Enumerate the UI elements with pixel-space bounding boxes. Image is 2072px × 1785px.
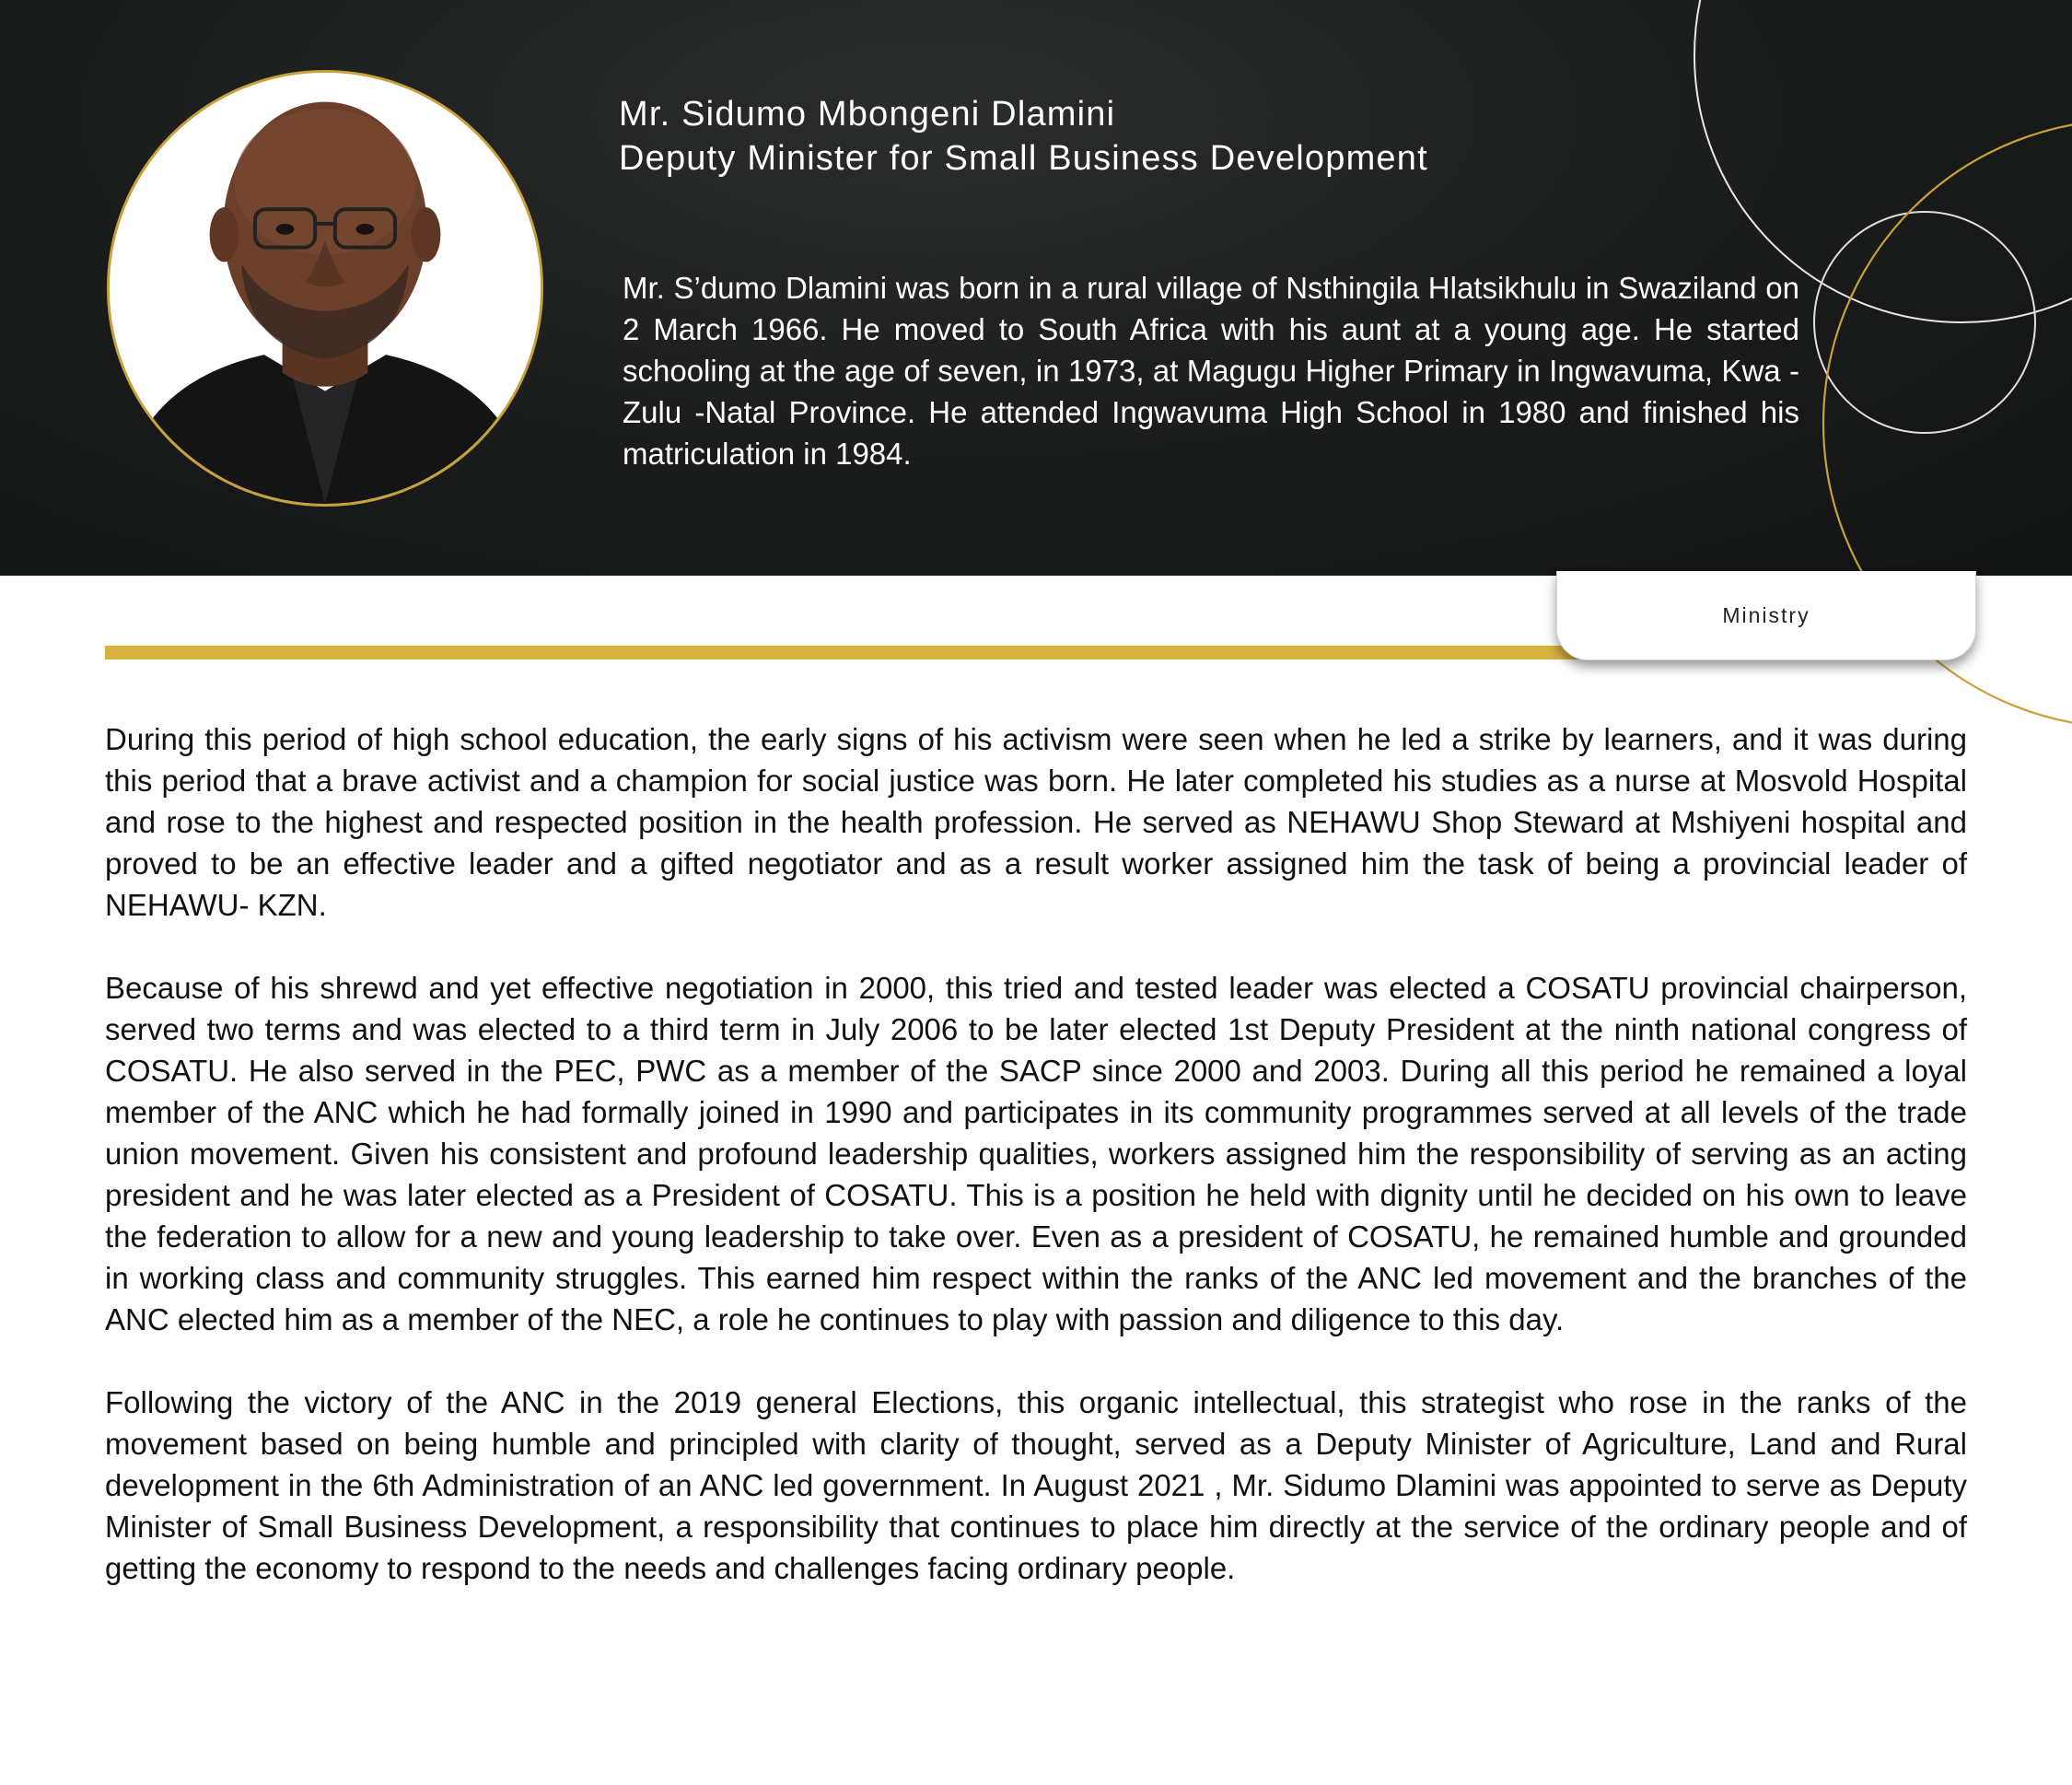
gold-divider xyxy=(105,646,1597,659)
person-title: Deputy Minister for Small Business Development xyxy=(619,139,1428,178)
ministry-tab-label: Ministry xyxy=(1722,602,1810,627)
biography-body xyxy=(105,718,1967,1630)
paragraph: Following the victory of the ANC in the 2019 general Elections, this organic intellectual, this strategist who rose in the ranks of the movement based on being humble and principled with clarity of thought, served as a Deputy Minister of Agriculture, Land and Rural development in the 6th Administration of an ANC led government. In August 2021 , Mr. Sidumo Dlamini was appointed to serve as Deputy Minister of Small Business Development, a responsibility that continues to place him directly at the service of the ordinary people and of getting the economy to respond to the needs and challenges facing ordinary people. xyxy=(105,1385,1967,1585)
paragraph: Because of his shrewd and yet effective negotiation in 2000, this tried and tested leader was elected a COSATU provincial chairperson, served two terms and was elected to a third term in July 2006 to be later elected 1st Deputy President at the ninth national congress of COSATU. He also served in the PEC, PWC as a member of the SACP since 2000 and 2003. During all this period he remained a loyal member of the ANC which he had formally joined in 1990 and participates in its community programmes served at all levels of the trade union movement. Given his consistent and profound leadership qualities, workers assigned him the responsibility of serving as an acting president and he was later elected as a President of COSATU. This is a position he held with dignity until he decided on his own to leave the federation to allow for a new and young leadership to take over. Even as a president of COSATU, he remained humble and grounded in working class and community struggles. This earned him respect within the ranks of the ANC led movement and the branches of the ANC elected him as a member of the NEC, a role he continues to play with passion and diligence to this day. xyxy=(105,971,1967,1336)
portrait-photo xyxy=(107,70,543,507)
person-name: Mr. Sidumo Mbongeni Dlamini xyxy=(619,95,1116,134)
portrait-illustration xyxy=(110,73,541,504)
paragraph: During this period of high school education, the early signs of his activism were seen when he led a strike by learners, and it was during this period that a brave activist and a champion for social justice was born. He later completed his studies as a nurse at Mosvold Hospital and rose to the highest and respected position in the health profession. He served as NEHAWU Shop Steward at Mshiyeni hospital and proved to be an effective leader and a gifted negotiator and as a result worker assigned him the task of being a provincial leader of NEHAWU- KZN. xyxy=(105,722,1967,922)
name-block xyxy=(619,92,1428,181)
header-banner xyxy=(0,0,2072,576)
intro-paragraph: Mr. S’dumo Dlamini was born in a rural village of Nsthingila Hlatsikhulu in Swaziland on 2 March 1966. He moved to South Africa with his aunt at a young age. He started schooling at the age of seven, in 1973, at Magugu Higher Primary in Ingwavuma, Kwa - Zulu -Natal Province. He attended Ingwavuma High School in 1980 and finished his matriculation in 1984. xyxy=(623,271,1799,471)
ministry-tab[interactable] xyxy=(1556,571,1976,660)
